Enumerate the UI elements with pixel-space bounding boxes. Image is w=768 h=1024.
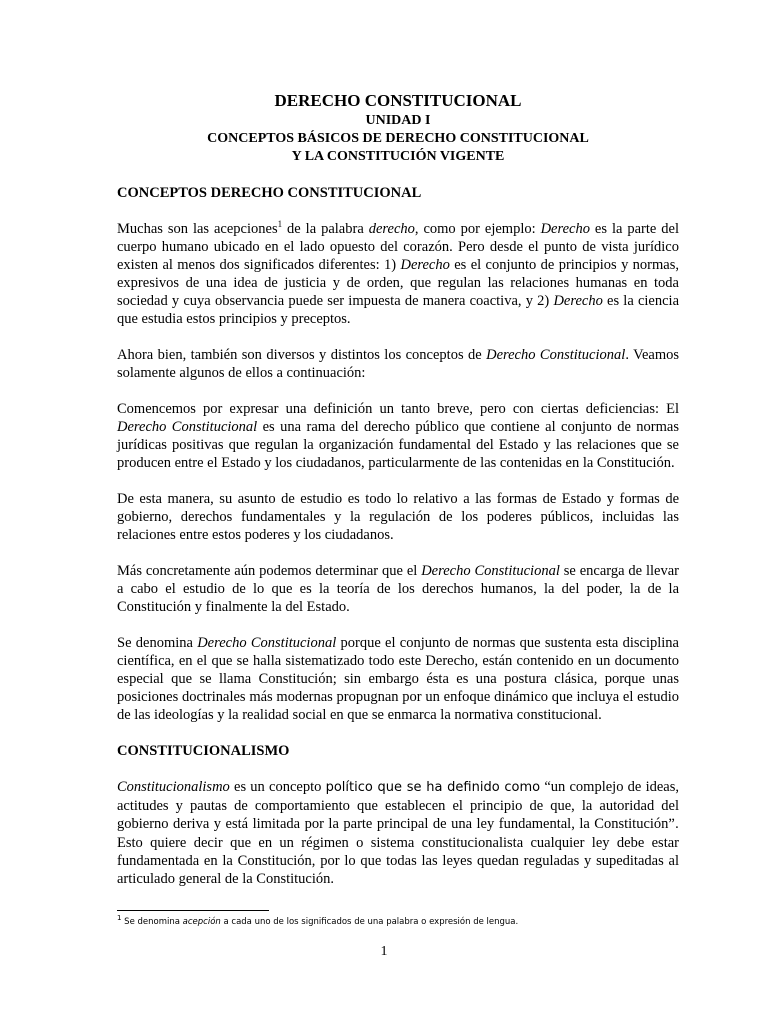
text-run-alt-font: político que se ha definido como [325, 780, 541, 795]
text-run: Ahora bien, también son diversos y distintos los conceptos de [117, 347, 487, 363]
text-run: Esto quiere decir que en un régimen o sistema constitucionalista cualquier ley debe estar fundamentada en la Constitución, por lo que todas las leyes quedan reguladas y supeditadas al articulado general de la Constitución. [117, 835, 679, 887]
text-run: Se denomina [117, 635, 198, 651]
quotation: “un complejo de ideas, actitudes y pautas de comportamiento que establecen el principio de que, la autoridad del gobierno deriva y está limitada por la parte principal de una ley fundamental, la Constitución” [117, 779, 679, 832]
italic-term: Derecho Constitucional [117, 419, 258, 435]
text-run: de la palabra [282, 221, 369, 237]
text-run: Más concretamente aún podemos determinar que el [117, 563, 422, 579]
text-run: . Veamos solamente algunos de ellos a continuación: [117, 347, 679, 381]
italic-term: derecho [368, 221, 415, 237]
paragraph-acepciones [117, 220, 679, 328]
document-title: DERECHO CONSTITUCIONAL [274, 91, 522, 110]
unit-label: UNIDAD I [365, 113, 431, 128]
text-run: se encarga de llevar a cabo el estudio de lo que es la teoría de los derechos humanos, la del poder, la de la Constitución y finalmente la del Estado. [117, 563, 679, 615]
subtitle-line-2: Y LA CONSTITUCIÓN VIGENTE [291, 149, 505, 164]
text-run: es la ciencia que estudia estos principios y preceptos. [117, 293, 680, 327]
section-heading-conceptos: CONCEPTOS DERECHO CONSTITUCIONAL [117, 185, 422, 201]
page-number: 1 [380, 944, 388, 959]
paragraph-denominacion [117, 634, 679, 724]
footnote-separator [117, 910, 269, 911]
italic-term: Derecho Constitucional [421, 563, 560, 579]
text-run: es el conjunto de principios y normas, expresivos de una idea de justicia y de orden, que regulan las relaciones humanas en toda sociedad y cuya observancia puede ser impuesta de manera coactiva, y 2) [117, 257, 679, 309]
italic-term: Derecho Constitucional [197, 635, 337, 651]
paragraph-constitucionalismo [117, 778, 679, 888]
italic-term: Derecho [553, 293, 603, 309]
footnote-mark: 1 [117, 914, 122, 923]
italic-term: Constitucionalismo [117, 779, 230, 795]
section-heading-constitucionalismo: CONSTITUCIONALISMO [117, 743, 290, 759]
italic-term: Derecho [540, 221, 590, 237]
italic-term: acepción [182, 917, 221, 927]
footnote-reference[interactable]: 1 [277, 219, 283, 230]
text-run: es un concepto [229, 779, 326, 795]
subtitle-line-1: CONCEPTOS BÁSICOS DE DERECHO CONSTITUCIONAL [207, 131, 589, 146]
italic-term: Derecho Constitucional [486, 347, 626, 363]
text-run: es la parte del cuerpo humano ubicado en el lado opuesto del corazón. Pero desde el punto de vista jurídico existen al menos dos significados diferentes: 1) [117, 221, 679, 273]
paragraph-definicion [117, 400, 679, 472]
text-run: porque el conjunto de normas que sustenta esta disciplina científica, en el que se halla sistematizado todo este Derecho, están contenido en un documento especial que se llama Constitución; sin embargo ésta es una postura clásica, porque unas posiciones doctrinales más modernas propugnan por un enfoque dinámico que incluya el estudio de las ideologías y la realidad social en que se enmarca la normativa constitucional. [117, 635, 679, 723]
text-run: , como por ejemplo: [414, 221, 541, 237]
text-run: a cada uno de los significados de una palabra o expresión de lengua. [220, 917, 519, 927]
text-run: Muchas son las acepciones [117, 221, 278, 237]
text-run: Se denomina [121, 917, 183, 927]
italic-term: Derecho [400, 257, 450, 273]
text-run: es una rama del derecho público que contiene al conjunto de normas jurídicas positivas que regulan la organización fundamental del Estado y las relaciones que se producen entre el Estado y los ciudadanos, particularmente de las contenidas en la Constitución. [117, 419, 679, 471]
text-run-alt-font: . [674, 817, 679, 832]
paragraph-concretamente [117, 562, 679, 616]
footnote [117, 916, 677, 928]
text-run: Comencemos por expresar una definición un tanto breve, pero con ciertas deficiencias: El [117, 401, 679, 417]
paragraph-conceptos [117, 346, 679, 382]
paragraph-asunto: De esta manera, su asunto de estudio es todo lo relativo a las formas de Estado y formas de gobierno, derechos fundamentales y la regulación de los poderes públicos, incluidas las relaciones entre estos poderes y los ciudadanos. [117, 491, 679, 543]
page-content [117, 90, 679, 888]
